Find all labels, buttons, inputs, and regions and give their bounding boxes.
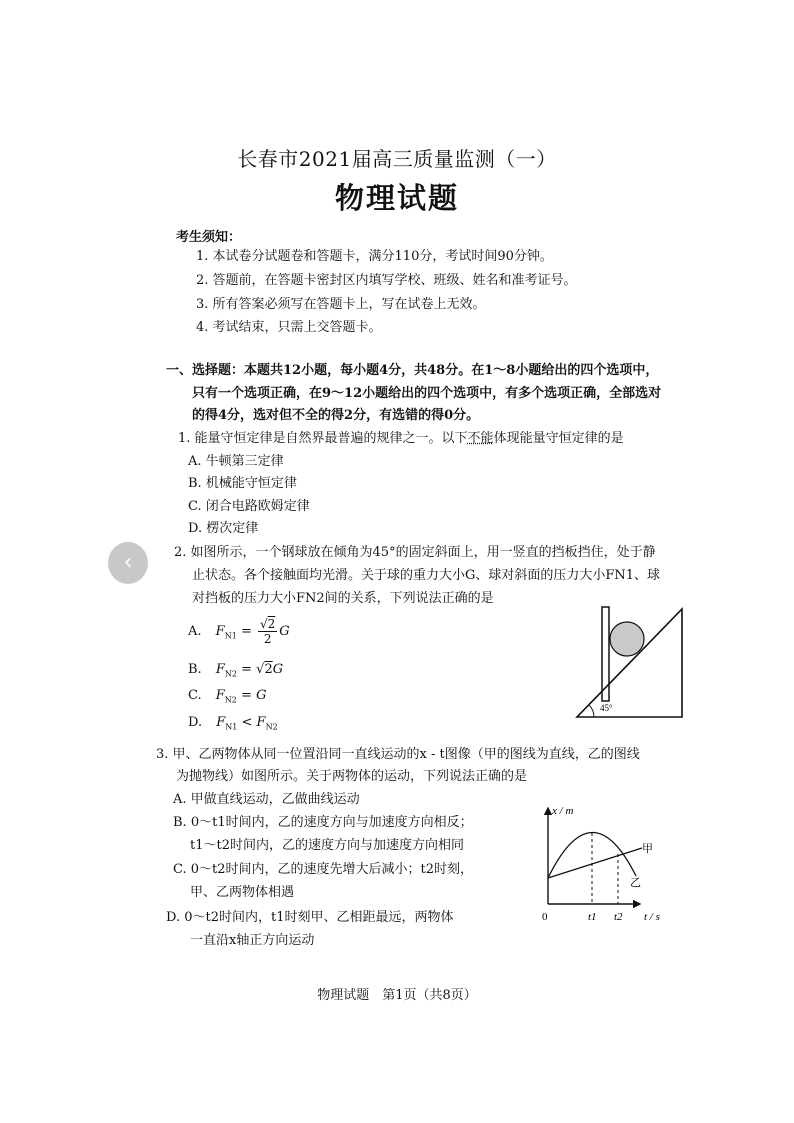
- force-symbol: F: [215, 624, 225, 639]
- force-symbol: F: [215, 688, 225, 703]
- incline-ball-diagram: [572, 603, 688, 721]
- previous-page-button[interactable]: [108, 542, 148, 584]
- question-2-stem: 对挡板的压力大小FN2间的关系，下列说法正确的是: [192, 591, 494, 606]
- option-label: D.: [188, 715, 203, 730]
- force-subscript: N2: [224, 669, 237, 679]
- question-1-option: C. 闭合电路欧姆定律: [188, 499, 310, 514]
- section-instruction: 只有一个选项正确，在9～12小题给出的四个选项中，有多个选项正确，全部选对: [192, 386, 662, 401]
- question-2-stem: 止状态。各个接触面均光滑。关于球的重力大小G、球对斜面的压力大小FN1、球: [192, 568, 661, 583]
- question-2-stem: 2. 如图所示，一个钢球放在倾角为45°的固定斜面上，用一竖直的挡板挡住，处于静: [174, 545, 656, 560]
- question-3-stem: 为抛物线）如图所示。关于两物体的运动，下列说法正确的是: [176, 769, 528, 784]
- subject-title: 物理试题: [334, 181, 459, 215]
- jia-label: 甲: [642, 843, 653, 855]
- y-axis-label: x / m: [552, 805, 574, 817]
- option-label: C.: [188, 688, 202, 703]
- force-subscript: N2: [224, 695, 237, 705]
- line-jia: [548, 848, 642, 878]
- gravity-symbol: G: [279, 624, 290, 639]
- question-2-option-c: [188, 686, 266, 710]
- force-subscript: N1: [225, 722, 238, 732]
- option-label: B.: [188, 662, 202, 677]
- notice-item: 1. 本试卷分试题卷和答题卡，满分110分，考试时间90分钟。: [196, 249, 553, 264]
- force-symbol: F: [216, 715, 226, 730]
- equals-sign: =: [241, 662, 252, 677]
- question-1-option: A. 牛顿第三定律: [188, 454, 284, 469]
- angle-label: 45°: [600, 703, 613, 713]
- question-2-option-d: [188, 713, 278, 737]
- radicand: 2: [267, 617, 276, 631]
- question-2-option-a: [188, 617, 290, 646]
- gravity-symbol: G: [272, 662, 284, 677]
- notice-heading: 考生须知：: [176, 230, 242, 245]
- question-3-option: D. 0～t2时间内，t1时刻甲、乙相距最远，两物体: [166, 910, 454, 925]
- force-symbol: F: [256, 715, 266, 730]
- question-3-option: A. 甲做直线运动，乙做曲线运动: [173, 792, 360, 807]
- denominator: 2: [263, 632, 272, 646]
- yi-label: 乙: [630, 877, 641, 889]
- question-3-option: B. 0～t1时间内，乙的速度方向与加速度方向相反；: [173, 815, 473, 830]
- steel-ball: [610, 622, 644, 656]
- gravity-symbol: G: [256, 688, 267, 703]
- notice-item: 2. 答题前，在答题卡密封区内填写学校、班级、姓名和准考证号。: [196, 273, 577, 288]
- notice-item: 3. 所有答案必须写在答题卡上，写在试卷上无效。: [196, 297, 486, 312]
- question-3-option: 甲、乙两物体相遇: [190, 885, 295, 900]
- fraction: [258, 617, 277, 646]
- question-1-option: D. 楞次定律: [188, 521, 259, 536]
- equals-sign: =: [240, 624, 252, 639]
- section-instruction: 一、选择题：本题共12小题，每小题4分，共48分。在1～8小题给出的四个选项中，: [166, 363, 659, 378]
- sqrt-sign: √: [259, 617, 268, 631]
- question-3-option: C. 0～t2时间内，乙的速度先增大后减小；t2时刻，: [173, 862, 474, 877]
- question-3-option: t1～t2时间内，乙的速度方向与加速度方向相同: [190, 838, 464, 853]
- origin-label: 0: [542, 911, 548, 923]
- angle-arc: [590, 706, 595, 718]
- less-than-sign: <: [241, 715, 253, 730]
- notice-item: 4. 考试结束，只需上交答题卡。: [196, 320, 382, 335]
- exam-title: 长春市2021届高三质量监测（一）: [237, 147, 557, 171]
- radicand: 2: [264, 662, 273, 677]
- question-1-stem-b: 体现能量守恒定律的是: [493, 431, 624, 446]
- question-3-option: 一直沿x轴正方向运动: [190, 933, 315, 948]
- t2-label: t2: [614, 911, 623, 923]
- option-label: A.: [188, 624, 202, 639]
- question-1-option: B. 机械能守恒定律: [188, 476, 297, 491]
- x-axis-label: t / s: [644, 911, 660, 923]
- page-footer: 物理试题 第1页（共8页）: [317, 988, 477, 1003]
- section-instruction: 的得4分，选对但不全的得2分，有选错的得0分。: [192, 408, 480, 423]
- sqrt-sign: √: [256, 662, 265, 677]
- question-1-emphasis: 不能: [467, 431, 494, 446]
- force-subscript: N1: [224, 631, 237, 641]
- force-symbol: F: [215, 662, 225, 677]
- force-subscript: N2: [265, 722, 278, 732]
- equals-sign: =: [241, 688, 252, 703]
- question-1-stem-a: 1. 能量守恒定律是自然界最普遍的规律之一。以下: [178, 431, 468, 446]
- t1-label: t1: [588, 911, 597, 923]
- question-3-stem: 3. 甲、乙两物体从同一位置沿同一直线运动的x - t图像（甲的图线为直线，乙的图线: [156, 747, 640, 762]
- chevron-left-icon: ‹: [123, 550, 133, 575]
- question-2-option-b: [188, 660, 283, 684]
- question-1-stem: [178, 429, 624, 448]
- x-t-graph: [536, 800, 670, 928]
